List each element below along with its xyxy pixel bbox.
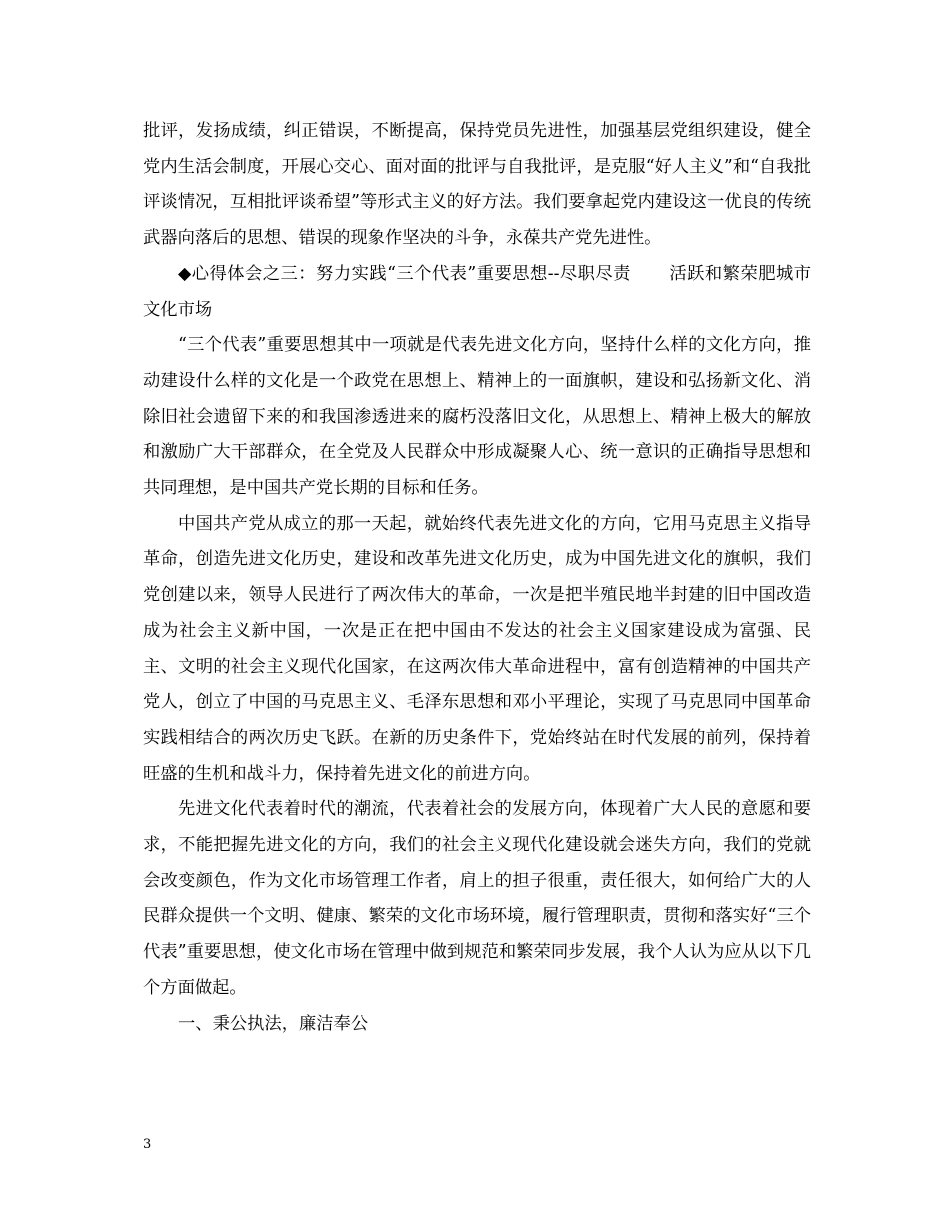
paragraph-continuation: 批评，发扬成绩，纠正错误，不断提高，保持党员先进性，加强基层党组织建设，健全党内生活会制度，开展心交心、面对面的批评与自我批评，是克服“好人主义”和“自我批评谈情况，互相批评谈希望”等形式主义的好方法。我们要拿起党内建设这一优良的传统武器向落后的思想、错误的现象作坚决的斗争，永葆共产党先进性。	[143, 121, 811, 249]
page-number: 3	[143, 1137, 152, 1152]
section-heading	[143, 257, 811, 328]
paragraph-three-represents: “三个代表”重要思想其中一项就是代表先进文化方向，坚持什么样的文化方向，推动建设什么样的文化是一个政党在思想上、精神上的一面旗帜，建设和弘扬新文化、消除旧社会遗留下来的和我国渗透进来的腐朽没落旧文化，从思想上、精神上极大的解放和激励广大干部群众，在全党及人民群众中形成凝聚人心、统一意识的正确指导思想和共同理想，是中国共产党长期的目标和任务。	[143, 335, 811, 499]
section-heading-part1: ◆心得体会之三：努力实践“三个代表”重要思想--尽职尽责	[178, 263, 631, 284]
paragraph-advanced-culture: 先进文化代表着时代的潮流，代表着社会的发展方向，体现着广大人民的意愿和要求，不能把握先进文化的方向，我们的社会主义现代化建设就会迷失方向，我们的党就会改变颜色，作为文化市场管理工作者，肩上的担子很重，责任很大，如何给广大的人民群众提供一个文明、健康、繁荣的文化市场环境，履行管理职责，贯彻和落实好“三个代表”重要思想，使文化市场在管理中做到规范和繁荣同步发展，我个人认为应从以下几个方面做起。	[143, 799, 811, 998]
paragraph-party-history: 中国共产党从成立的那一天起，就始终代表先进文化的方向，它用马克思主义指导革命，创造先进文化历史，建设和改革先进文化历史，成为中国先进文化的旗帜，我们党创建以来，领导人民进行了两次伟大的革命，一次是把半殖民地半封建的旧中国改造成为社会主义新中国，一次是正在把中国由不发达的社会主义国家建设成为富强、民主、文明的社会主义现代化国家，在这两次伟大革命进程中，富有创造精神的中国共产党人，创立了中国的马克思主义、毛泽东思想和邓小平理论，实现了马克思同中国革命实践相结合的两次历史飞跃。在新的历史条件下，党始终站在时代发展的前列，保持着旺盛的生机和战斗力，保持着先进文化的前进方向。	[143, 513, 811, 784]
sub-heading: 一、秉公执法，廉洁奉公	[178, 1013, 369, 1034]
section-heading-part2: 活跃和繁荣肥城市文化市场	[143, 263, 811, 320]
document-body	[143, 114, 811, 1042]
